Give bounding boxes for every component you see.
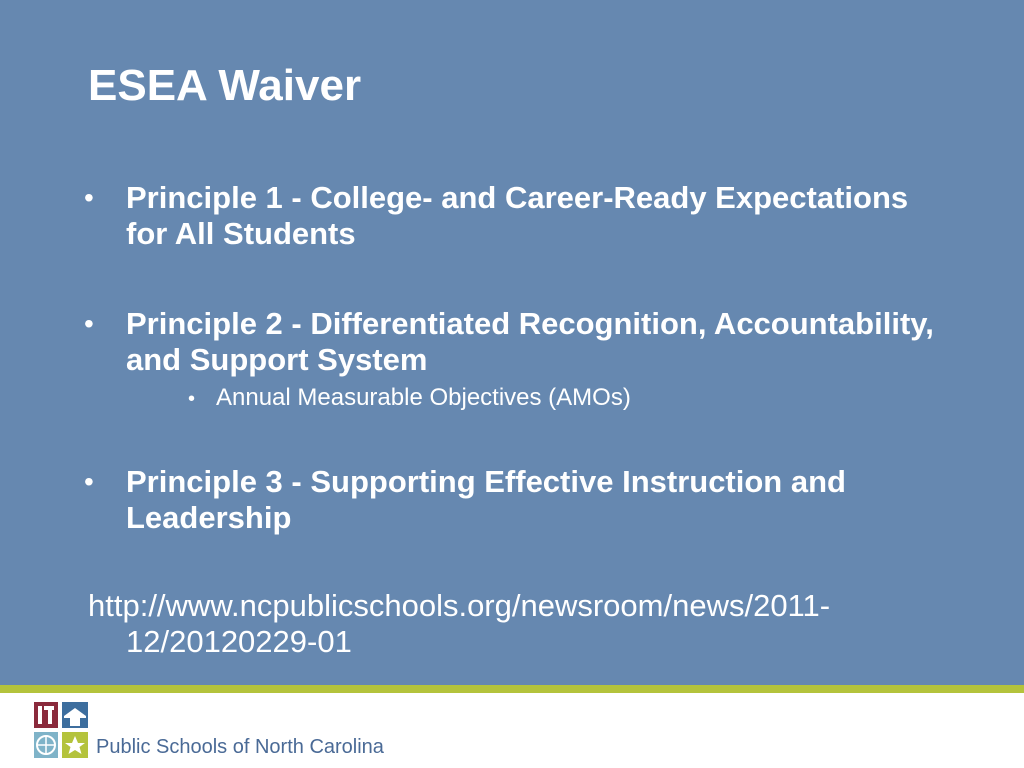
nc-public-schools-logo-icon — [34, 702, 90, 760]
slide-title: ESEA Waiver — [88, 61, 362, 110]
sub-bullet-marker: • — [188, 388, 196, 410]
bullet-marker: • — [84, 308, 94, 339]
sub-bullet-text: Annual Measurable Objectives (AMOs) — [216, 384, 631, 411]
source-link[interactable]: http://www.ncpublicschools.org/newsroom/news/2011-12/20120229-01 — [88, 588, 831, 659]
bullet-text: Principle 2 - Differentiated Recognition, Accountability, and Support System — [126, 306, 934, 377]
bullet-marker: • — [84, 182, 94, 213]
bullet-principle-2 — [84, 306, 944, 378]
bullet-text: Principle 1 - College- and Career-Ready Expectations for All Students — [126, 180, 909, 251]
bullet-marker: • — [84, 466, 94, 497]
bullet-principle-3 — [84, 464, 944, 536]
footer-org-name: Public Schools of North Carolina — [96, 736, 384, 758]
bullet-text: Principle 3 - Supporting Effective Instruction and Leadership — [126, 464, 846, 535]
accent-divider — [0, 685, 1024, 693]
bullet-principle-1 — [84, 180, 944, 252]
sub-bullet-amos — [188, 384, 631, 413]
